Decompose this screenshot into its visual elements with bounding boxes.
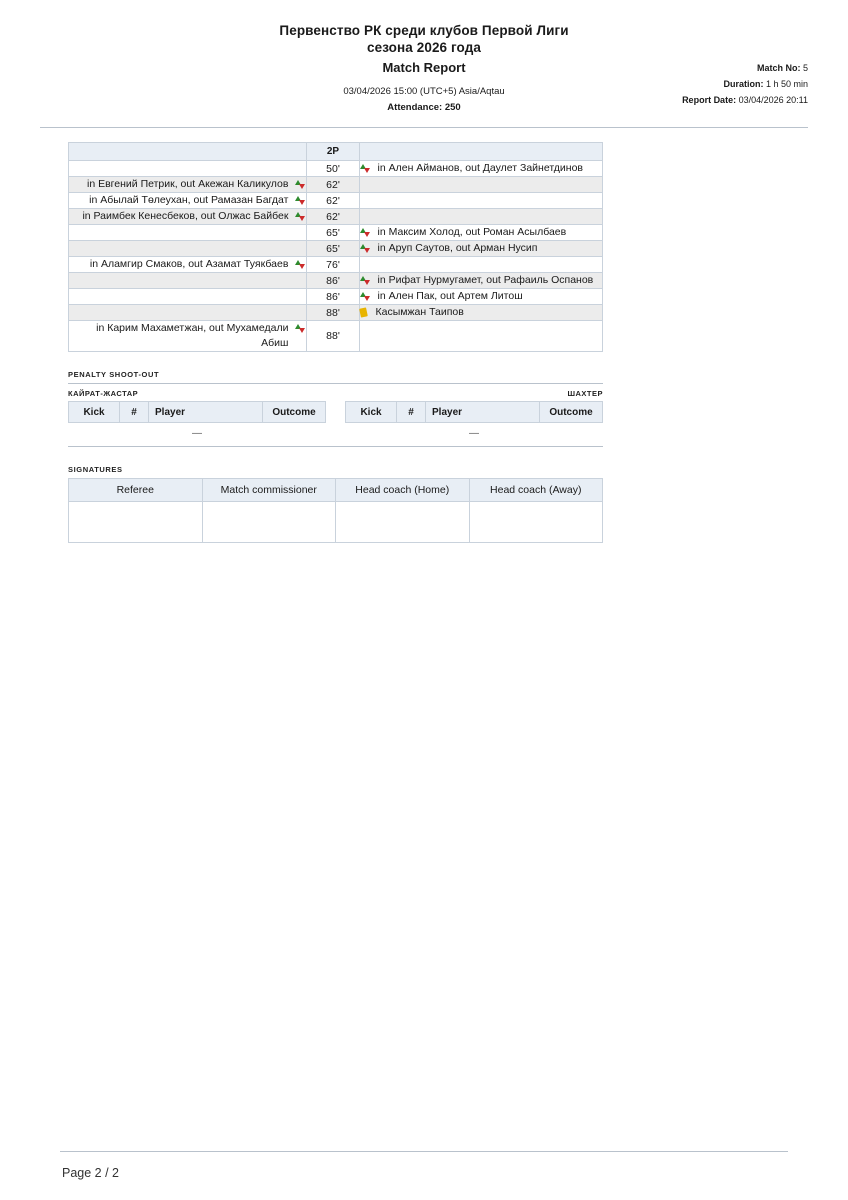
signatures-header-row xyxy=(69,479,603,502)
event-minute-cell: 88' xyxy=(307,305,359,321)
events-header-period: 2P xyxy=(307,143,359,161)
event-away-cell xyxy=(359,321,602,352)
events-header-away xyxy=(359,143,602,161)
penalty-away-col-player: Player xyxy=(426,402,540,423)
table-row xyxy=(69,225,603,241)
event-minute-cell: 50' xyxy=(307,161,359,177)
event-minute-cell: 76' xyxy=(307,257,359,273)
signature-cell-away-coach[interactable] xyxy=(469,502,603,543)
event-home-text: in Карим Махаметжан, out Мухамедали Абиш xyxy=(96,322,289,349)
event-home-text: in Абылай Төлеухан, out Рамазан Багдат xyxy=(89,194,289,206)
table-row xyxy=(69,209,603,225)
table-row xyxy=(69,193,603,209)
match-meta-right xyxy=(682,60,808,108)
report-subtitle: Match Report xyxy=(382,60,466,75)
signature-cell-commissioner[interactable] xyxy=(202,502,336,543)
event-home-text: in Евгений Петрик, out Акежан Каликулов xyxy=(87,178,289,190)
substitution-icon xyxy=(360,227,371,238)
event-home-cell xyxy=(69,193,307,209)
table-row xyxy=(69,257,603,273)
report-date-value: 03/04/2026 20:11 xyxy=(738,95,808,105)
penalty-away-header-row xyxy=(346,402,603,423)
table-row xyxy=(69,289,603,305)
penalty-divider xyxy=(68,383,603,384)
signatures-table xyxy=(68,478,603,543)
events-header-home xyxy=(69,143,307,161)
signature-col-home-coach: Head coach (Home) xyxy=(336,479,470,502)
events-header-row xyxy=(69,143,603,161)
page-number: Page 2 / 2 xyxy=(62,1166,119,1180)
event-minute-cell: 62' xyxy=(307,177,359,193)
competition-title-line-2: сезона 2026 года xyxy=(366,40,482,55)
penalty-away-empty: — xyxy=(469,428,479,439)
event-minute-cell: 86' xyxy=(307,273,359,289)
competition-title-line-1: Первенство РК среди клубов Первой Лиги xyxy=(279,23,569,38)
events-table xyxy=(68,142,603,352)
table-row xyxy=(69,305,603,321)
signature-col-referee: Referee xyxy=(69,479,203,502)
event-away-text: Касымжан Таипов xyxy=(375,306,464,318)
substitution-icon xyxy=(295,323,306,334)
event-home-cell xyxy=(69,273,307,289)
substitution-icon xyxy=(360,163,371,174)
event-away-cell xyxy=(359,193,602,209)
event-away-cell xyxy=(359,273,602,289)
event-away-cell xyxy=(359,209,602,225)
footer-divider xyxy=(60,1151,788,1152)
match-datetime: 03/04/2026 15:00 (UTC+5) Asia/Aqtau xyxy=(343,86,505,97)
event-home-cell xyxy=(69,321,307,352)
report-date-label: Report Date: xyxy=(682,95,737,105)
penalty-table-away xyxy=(345,401,603,423)
penalty-table-home xyxy=(68,401,326,423)
event-minute-cell: 88' xyxy=(307,321,359,352)
penalty-home-team: КАЙРАТ-ЖАСТАР xyxy=(68,389,139,398)
event-away-text: in Ален Пак, out Артем Литош xyxy=(377,290,523,302)
penalty-home-empty: — xyxy=(192,428,202,439)
yellow-card-icon xyxy=(360,307,369,318)
penalty-team-names xyxy=(68,389,603,398)
event-away-cell xyxy=(359,225,602,241)
event-away-cell xyxy=(359,305,602,321)
event-home-text: in Аламгир Смаков, out Азамат Туякбаев xyxy=(89,258,289,270)
penalty-home-col-kick: Kick xyxy=(69,402,120,423)
penalty-home-header-row xyxy=(69,402,326,423)
match-no-row xyxy=(682,60,808,76)
substitution-icon xyxy=(295,259,306,270)
penalty-section-label: PENALTY SHOOT-OUT xyxy=(68,370,160,379)
duration-row xyxy=(682,76,808,92)
event-home-cell xyxy=(69,241,307,257)
penalty-home-col-number: # xyxy=(120,402,149,423)
signature-col-away-coach: Head coach (Away) xyxy=(469,479,603,502)
event-minute-cell: 65' xyxy=(307,241,359,257)
penalty-away-col-kick: Kick xyxy=(346,402,397,423)
event-away-cell xyxy=(359,241,602,257)
header-divider xyxy=(40,127,808,128)
event-away-text: in Рифат Нурмугамет, out Рафаиль Оспанов xyxy=(377,274,594,286)
table-row xyxy=(69,241,603,257)
penalty-away-col-number: # xyxy=(397,402,426,423)
event-home-cell xyxy=(69,257,307,273)
event-home-cell xyxy=(69,289,307,305)
event-home-cell xyxy=(69,161,307,177)
signature-cell-referee[interactable] xyxy=(69,502,203,543)
duration-value: 1 h 50 min xyxy=(765,79,808,89)
event-home-text: in Раимбек Кенесбеков, out Олжас Байбек xyxy=(82,210,289,222)
penalty-tables xyxy=(68,401,603,423)
event-minute-cell: 86' xyxy=(307,289,359,305)
event-minute-cell: 65' xyxy=(307,225,359,241)
table-row xyxy=(69,273,603,289)
table-row xyxy=(69,161,603,177)
events-table-wrap xyxy=(68,142,603,352)
duration-label: Duration: xyxy=(723,79,764,89)
event-away-cell xyxy=(359,289,602,305)
event-home-cell xyxy=(69,225,307,241)
match-attendance: Attendance: 250 xyxy=(387,102,461,113)
signature-col-commissioner: Match commissioner xyxy=(202,479,336,502)
penalty-empty-rows xyxy=(68,428,603,439)
event-away-cell xyxy=(359,257,602,273)
substitution-icon xyxy=(360,243,371,254)
penalty-home-col-outcome: Outcome xyxy=(263,402,326,423)
event-away-cell xyxy=(359,161,602,177)
signatures-blank-row xyxy=(69,502,603,543)
event-away-text: in Максим Холод, out Роман Асылбаев xyxy=(377,226,567,238)
table-row xyxy=(69,321,603,352)
penalty-home-col-player: Player xyxy=(149,402,263,423)
substitution-icon xyxy=(295,195,306,206)
match-no-label: Match No: xyxy=(756,63,801,73)
event-away-text: in Аруп Саутов, out Арман Нусип xyxy=(377,242,538,254)
report-date-row xyxy=(682,92,808,108)
match-no-value: 5 xyxy=(802,63,808,73)
substitution-icon xyxy=(360,291,371,302)
table-row xyxy=(69,177,603,193)
substitution-icon xyxy=(295,211,306,222)
report-header xyxy=(0,0,848,115)
event-home-cell xyxy=(69,209,307,225)
event-minute-cell: 62' xyxy=(307,209,359,225)
substitution-icon xyxy=(360,275,371,286)
penalty-away-col-outcome: Outcome xyxy=(540,402,603,423)
penalty-away-team: ШАХТЕР xyxy=(567,389,603,398)
penalty-bottom-divider xyxy=(68,446,603,447)
event-away-cell xyxy=(359,177,602,193)
signatures-section-label: SIGNATURES xyxy=(68,465,123,474)
event-away-text: in Ален Айманов, out Даулет Зайнетдинов xyxy=(377,162,583,174)
event-home-cell xyxy=(69,305,307,321)
substitution-icon xyxy=(295,179,306,190)
signature-cell-home-coach[interactable] xyxy=(336,502,470,543)
event-home-cell xyxy=(69,177,307,193)
event-minute-cell: 62' xyxy=(307,193,359,209)
events-body xyxy=(69,161,603,352)
